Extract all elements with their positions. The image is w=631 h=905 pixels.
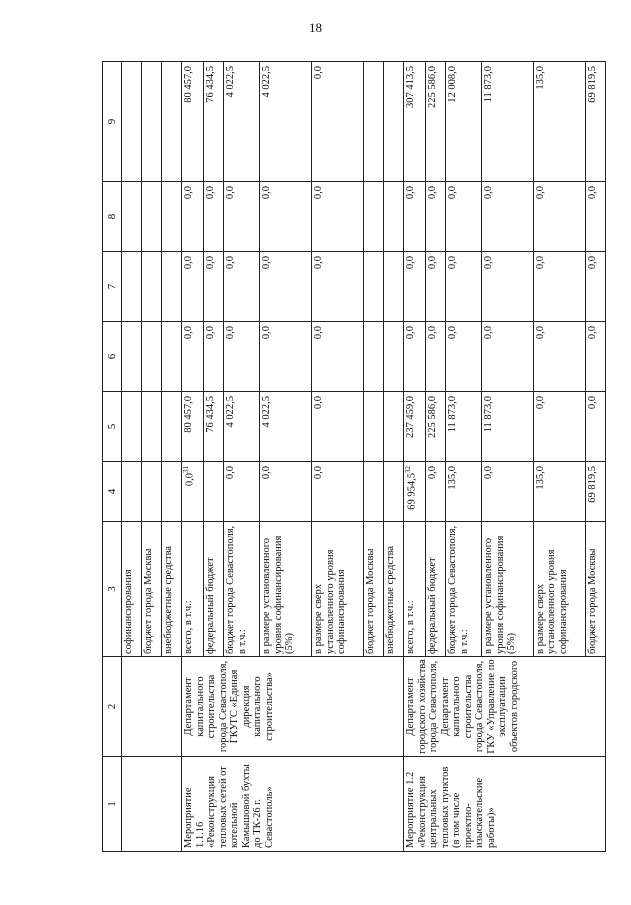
value-col-6	[383, 322, 403, 392]
value-col-9: 4 022,5	[260, 62, 312, 182]
value-cell	[142, 252, 162, 322]
value-cell	[162, 322, 182, 392]
column-number-8: 8	[103, 182, 122, 252]
value-col-8	[383, 182, 403, 252]
value-col-5: 80 457,0	[182, 392, 204, 462]
value-col-7	[383, 252, 403, 322]
funding-source: всего, в т.ч.:	[182, 522, 204, 657]
table-row	[122, 62, 142, 852]
value-text: 0,0	[483, 466, 495, 480]
value-col-4	[426, 462, 446, 522]
value-cell	[142, 462, 162, 522]
table-row	[403, 62, 425, 852]
column-number-9: 9	[103, 62, 122, 182]
column-number-3: 3	[103, 522, 122, 657]
value-col-8	[363, 182, 383, 252]
value-cell	[162, 252, 182, 322]
funding-source: в размере сверх установленного уровня софинансирования	[533, 522, 585, 657]
footnote-ref: 32	[403, 466, 412, 473]
value-col-9: 0,0	[312, 62, 364, 182]
value-col-8: 0,0	[260, 182, 312, 252]
value-col-9: 76 434,5	[204, 62, 224, 182]
value-text: 0,0	[225, 466, 237, 480]
value-text: 0,0	[184, 473, 196, 487]
value-col-7: 0,0	[482, 252, 534, 322]
value-cell	[142, 322, 162, 392]
rotated-table-container	[102, 62, 606, 852]
funding-source: в размере установленного уровня софинансирования (5%)	[482, 522, 534, 657]
value-col-7: 0,0	[426, 252, 446, 322]
funding-source: бюджет города Москвы	[142, 522, 162, 657]
value-text: 0,0	[427, 466, 439, 480]
value-text: 69 954,5	[406, 473, 418, 510]
value-col-4	[260, 462, 312, 522]
value-col-4	[403, 462, 425, 522]
value-col-7: 0,0	[446, 252, 482, 322]
funding-source: внебюджетные средства	[383, 522, 403, 657]
value-col-6: 0,0	[585, 322, 605, 392]
value-text: 0,0	[261, 466, 273, 480]
value-col-9: 80 457,0	[182, 62, 204, 182]
value-col-7: 0,0	[585, 252, 605, 322]
value-cell	[122, 322, 142, 392]
value-col-9: 307 413,5	[403, 62, 425, 182]
value-cell	[122, 252, 142, 322]
value-col-6: 0,0	[260, 322, 312, 392]
value-col-6: 0,0	[482, 322, 534, 392]
value-cell	[162, 462, 182, 522]
measure-name: Мероприятие 1.2 «Реконструкция центральных тепловых пунктов (в том числе проектно-изыскательские работы)»	[403, 757, 605, 852]
table-row	[182, 62, 204, 852]
value-col-4	[224, 462, 260, 522]
funding-source: внебюджетные средства	[162, 522, 182, 657]
value-col-5: 4 022,5	[260, 392, 312, 462]
funding-source: бюджет города Москвы	[585, 522, 605, 657]
value-col-6	[363, 322, 383, 392]
value-cell	[142, 182, 162, 252]
value-col-5	[363, 392, 383, 462]
value-col-9: 12 008,0	[446, 62, 482, 182]
value-col-4	[182, 462, 204, 522]
value-col-7: 0,0	[182, 252, 204, 322]
value-cell	[122, 62, 142, 182]
header-row	[103, 62, 122, 852]
value-col-8: 0,0	[482, 182, 534, 252]
executor-name: Департамент городского хозяйства города Севастополя, Департамент капитального строительства города Севастополя, ГКУ «Управление по эксплуатации объектов городского	[403, 657, 605, 757]
value-col-7	[363, 252, 383, 322]
page-number: 18	[309, 20, 322, 35]
value-col-8: 0,0	[533, 182, 585, 252]
value-text: 0,0	[313, 466, 325, 480]
value-col-8: 0,0	[224, 182, 260, 252]
value-col-9: 225 586,0	[426, 62, 446, 182]
value-col-5: 11 873,0	[482, 392, 534, 462]
value-text: 135,0	[534, 466, 546, 490]
value-col-5: 225 586,0	[426, 392, 446, 462]
value-text: 69 819,5	[586, 466, 598, 503]
value-cell	[122, 182, 142, 252]
funding-source: федеральный бюджет	[426, 522, 446, 657]
funding-source: в размере установленного уровня софинансирования (5%)	[260, 522, 312, 657]
value-col-9: 4 022,5	[224, 62, 260, 182]
value-col-5: 76 434,5	[204, 392, 224, 462]
value-cell	[162, 182, 182, 252]
value-col-5	[383, 392, 403, 462]
funding-source: всего, в т.ч.:	[403, 522, 425, 657]
column-number-4: 4	[103, 462, 122, 522]
value-col-9: 11 873,0	[482, 62, 534, 182]
value-col-4	[312, 462, 364, 522]
value-cell	[162, 62, 182, 182]
executor-name: Департамент капитального строительства города Севастополя, ГКУГС «Единая дирекция капитального строительства»	[182, 657, 404, 757]
value-col-4	[585, 462, 605, 522]
value-col-8: 0,0	[426, 182, 446, 252]
value-col-8: 0,0	[182, 182, 204, 252]
value-col-8: 0,0	[312, 182, 364, 252]
budget-table	[102, 61, 606, 852]
value-col-6: 0,0	[403, 322, 425, 392]
value-col-5: 0,0	[533, 392, 585, 462]
column-number-6: 6	[103, 322, 122, 392]
value-col-7: 0,0	[403, 252, 425, 322]
value-col-7: 0,0	[204, 252, 224, 322]
value-col-8: 0,0	[585, 182, 605, 252]
value-col-9: 69 819,5	[585, 62, 605, 182]
value-col-6: 0,0	[446, 322, 482, 392]
value-col-8: 0,0	[446, 182, 482, 252]
value-cell	[122, 462, 142, 522]
value-col-4	[446, 462, 482, 522]
funding-source: федеральный бюджет	[204, 522, 224, 657]
column-number-1: 1	[103, 757, 122, 852]
column-number-7: 7	[103, 252, 122, 322]
value-col-9	[383, 62, 403, 182]
column-number-5: 5	[103, 392, 122, 462]
value-col-8: 0,0	[403, 182, 425, 252]
value-col-6: 0,0	[426, 322, 446, 392]
funding-source: в размере сверх установленного уровня софинансирования	[312, 522, 364, 657]
value-col-6: 0,0	[312, 322, 364, 392]
value-cell	[142, 62, 162, 182]
value-col-5: 0,0	[585, 392, 605, 462]
footnote-ref: 31	[182, 466, 191, 473]
value-cell	[142, 392, 162, 462]
funding-source: софинансирования	[122, 522, 142, 657]
value-col-7: 0,0	[224, 252, 260, 322]
value-col-4	[533, 462, 585, 522]
column-number-2: 2	[103, 657, 122, 757]
value-col-4	[204, 462, 224, 522]
value-col-9	[363, 62, 383, 182]
funding-source: бюджет города Севастополя, в т.ч.:	[446, 522, 482, 657]
value-col-6: 0,0	[204, 322, 224, 392]
value-col-6: 0,0	[182, 322, 204, 392]
value-col-9: 135,0	[533, 62, 585, 182]
value-col-5: 4 022,5	[224, 392, 260, 462]
value-col-6: 0,0	[533, 322, 585, 392]
value-col-5: 0,0	[312, 392, 364, 462]
value-col-8: 0,0	[204, 182, 224, 252]
funding-source: бюджет города Москвы	[363, 522, 383, 657]
value-cell	[122, 392, 142, 462]
funding-source: бюджет города Севастополя, в т.ч.:	[224, 522, 260, 657]
value-col-5: 11 873,0	[446, 392, 482, 462]
value-col-4	[482, 462, 534, 522]
value-col-7: 0,0	[533, 252, 585, 322]
executor-cell-empty	[122, 657, 182, 757]
value-col-5: 237 459,0	[403, 392, 425, 462]
value-col-7: 0,0	[260, 252, 312, 322]
value-col-7: 0,0	[312, 252, 364, 322]
value-col-4	[363, 462, 383, 522]
measure-name: Мероприятие 1.1.16 «Реконструкция тепловых сетей от котельной Камышовой бухты до ТК-26 г. Севастополь»	[182, 757, 404, 852]
value-cell	[162, 392, 182, 462]
measure-cell-empty	[122, 757, 182, 852]
value-col-6: 0,0	[224, 322, 260, 392]
value-text: 135,0	[447, 466, 459, 490]
value-col-4	[383, 462, 403, 522]
